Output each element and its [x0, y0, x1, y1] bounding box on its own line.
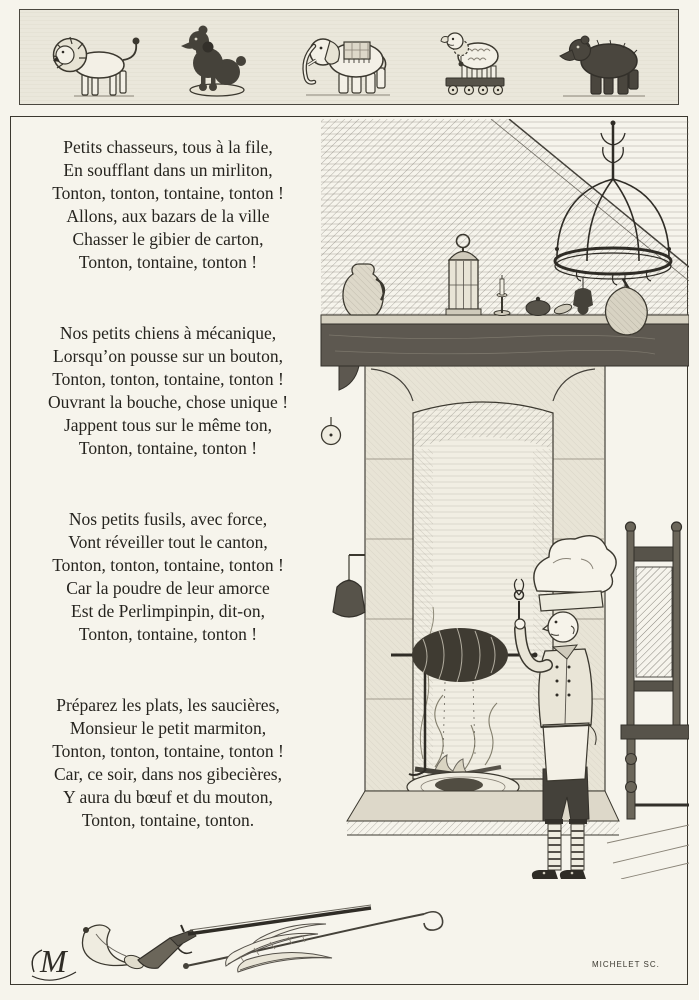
engraver-credit: MICHELET SC. [592, 960, 660, 969]
poem-line: Ouvrant la bouche, chose unique ! [47, 392, 289, 412]
poem-line: Monsieur le petit marmiton, [69, 718, 267, 738]
poem-line: Tonton, tonton, tontaine, tonton ! [52, 183, 284, 203]
poem-line: Préparez les plats, les saucières, [56, 695, 280, 715]
elephant-icon [285, 18, 413, 102]
poem-line: Nos petits fusils, avec force, [68, 509, 268, 529]
bear-icon [542, 18, 666, 102]
lamb-icon [421, 18, 533, 102]
poem-line: Chasser le gibier de carton, [72, 229, 264, 249]
poem-line: Tonton, tonton, tontaine, tonton ! [52, 555, 284, 575]
toy-animals-frieze [19, 9, 679, 105]
feather-plume-icon [226, 924, 332, 972]
svg-text:M: M [40, 943, 67, 979]
poem-line: Tonton, tontaine, tonton. [81, 810, 255, 830]
poem-stanza [12, 694, 324, 832]
poem-line: En soufflant dans un mirliton, [63, 160, 273, 180]
poem-line: Jappent tous sur le même ton, [63, 415, 273, 435]
toy-poodle-icon [159, 18, 277, 102]
fireplace-scene-illustration [295, 119, 689, 879]
poem-line: Lorsqu’on pousse sur un bouton, [53, 346, 283, 366]
toy-elephant-icon [285, 18, 413, 102]
poem-stanza [12, 508, 324, 646]
poem-line: Tonton, tonton, tontaine, tonton ! [52, 741, 284, 761]
poem-line: Tonton, tontaine, tonton ! [78, 624, 258, 644]
toys-illustration [26, 874, 571, 982]
wall-dial-icon [322, 417, 341, 445]
hanging-weight-icon [333, 555, 365, 617]
poodle-icon [159, 18, 277, 102]
poem-stanza [12, 322, 324, 460]
toy-horn-icon [82, 925, 145, 971]
poem-line: Petits chasseurs, tous à la file, [63, 137, 273, 157]
poem-line: Tonton, tontaine, tonton ! [78, 252, 258, 272]
poem-line: Allons, aux bazars de la ville [66, 206, 270, 226]
poem [12, 136, 324, 880]
lion-icon [32, 18, 150, 102]
poem-line: Car, ce soir, dans nos gibecières, [54, 764, 282, 784]
poem-line: Tonton, tonton, tontaine, tonton ! [52, 369, 284, 389]
chair-icon [621, 522, 689, 819]
toy-bear-icon [542, 18, 666, 102]
poem-line: Car la poudre de leur amorce [66, 578, 270, 598]
toy-whip-icon [183, 912, 443, 969]
poem-stanza [12, 136, 324, 274]
poem-line: Vont réveiller tout le canton, [68, 532, 268, 552]
artist-monogram [26, 928, 82, 984]
toy-lamb-icon [421, 18, 533, 102]
toy-lion-icon [32, 18, 150, 102]
poem-line: Y aura du bœuf et du mouton, [63, 787, 273, 807]
poem-line: Nos petits chiens à mécanique, [59, 323, 277, 343]
poem-line: Est de Perlimpinpin, dit-on, [71, 601, 265, 621]
poem-line: Tonton, tontaine, tonton ! [78, 438, 258, 458]
